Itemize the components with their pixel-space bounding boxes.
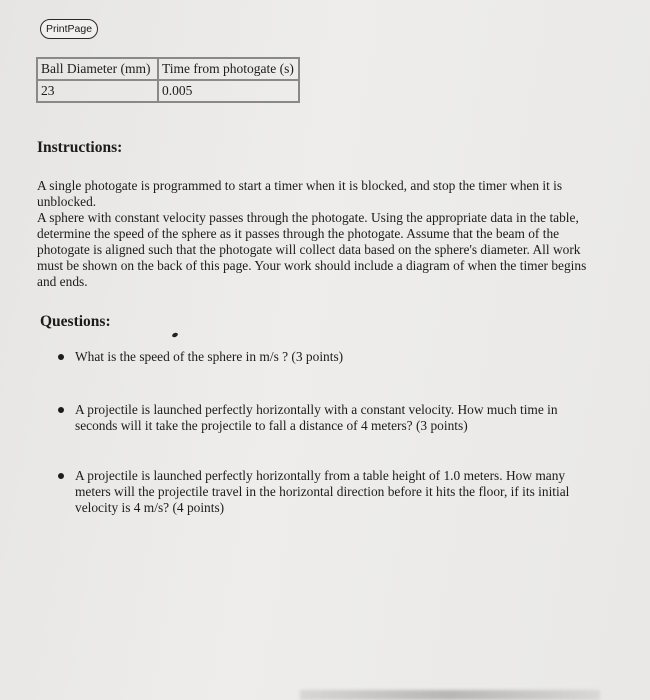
question-item: A projectile is launched perfectly horizontally from a table height of 1.0 meters. How many meters will the projectile travel in the horizontal direction before it hits the floor, if its initial velocity is 4 m/s? (4 points) [75, 468, 590, 516]
table-header-cell: Time from photogate (s) [158, 58, 299, 80]
blurred-footer [300, 690, 600, 700]
print-page-button[interactable]: PrintPage [40, 19, 98, 39]
instructions-paragraph: A sphere with constant velocity passes through the photogate. Using the appropriate data in the table, determine the speed of the sphere as it passes through the photogate. Assume that the beam of the photogate is aligned such that the photogate will collect data based on the sphere's diameter. All work must be shown on the back of this page. Your work should include a diagram of when the timer begins and ends. [37, 210, 587, 289]
instructions-text [37, 178, 597, 290]
table-cell: 0.005 [158, 80, 299, 102]
table-header-cell: Ball Diameter (mm) [37, 58, 158, 80]
questions-heading: Questions: [40, 313, 111, 330]
question-item: A projectile is launched perfectly horizontally with a constant velocity. How much time in seconds will it take the projectile to fall a distance of 4 meters? (3 points) [75, 402, 590, 434]
table-header-row [37, 58, 299, 80]
data-table [36, 57, 300, 103]
question-item: What is the speed of the sphere in m/s ? (3 points) [75, 349, 590, 365]
instructions-heading: Instructions: [37, 139, 123, 156]
table-cell: 23 [37, 80, 158, 102]
instructions-paragraph: A single photogate is programmed to start a timer when it is blocked, and stop the timer when it is unblocked. [37, 178, 563, 209]
pen-mark [171, 332, 178, 338]
table-row [37, 80, 299, 102]
